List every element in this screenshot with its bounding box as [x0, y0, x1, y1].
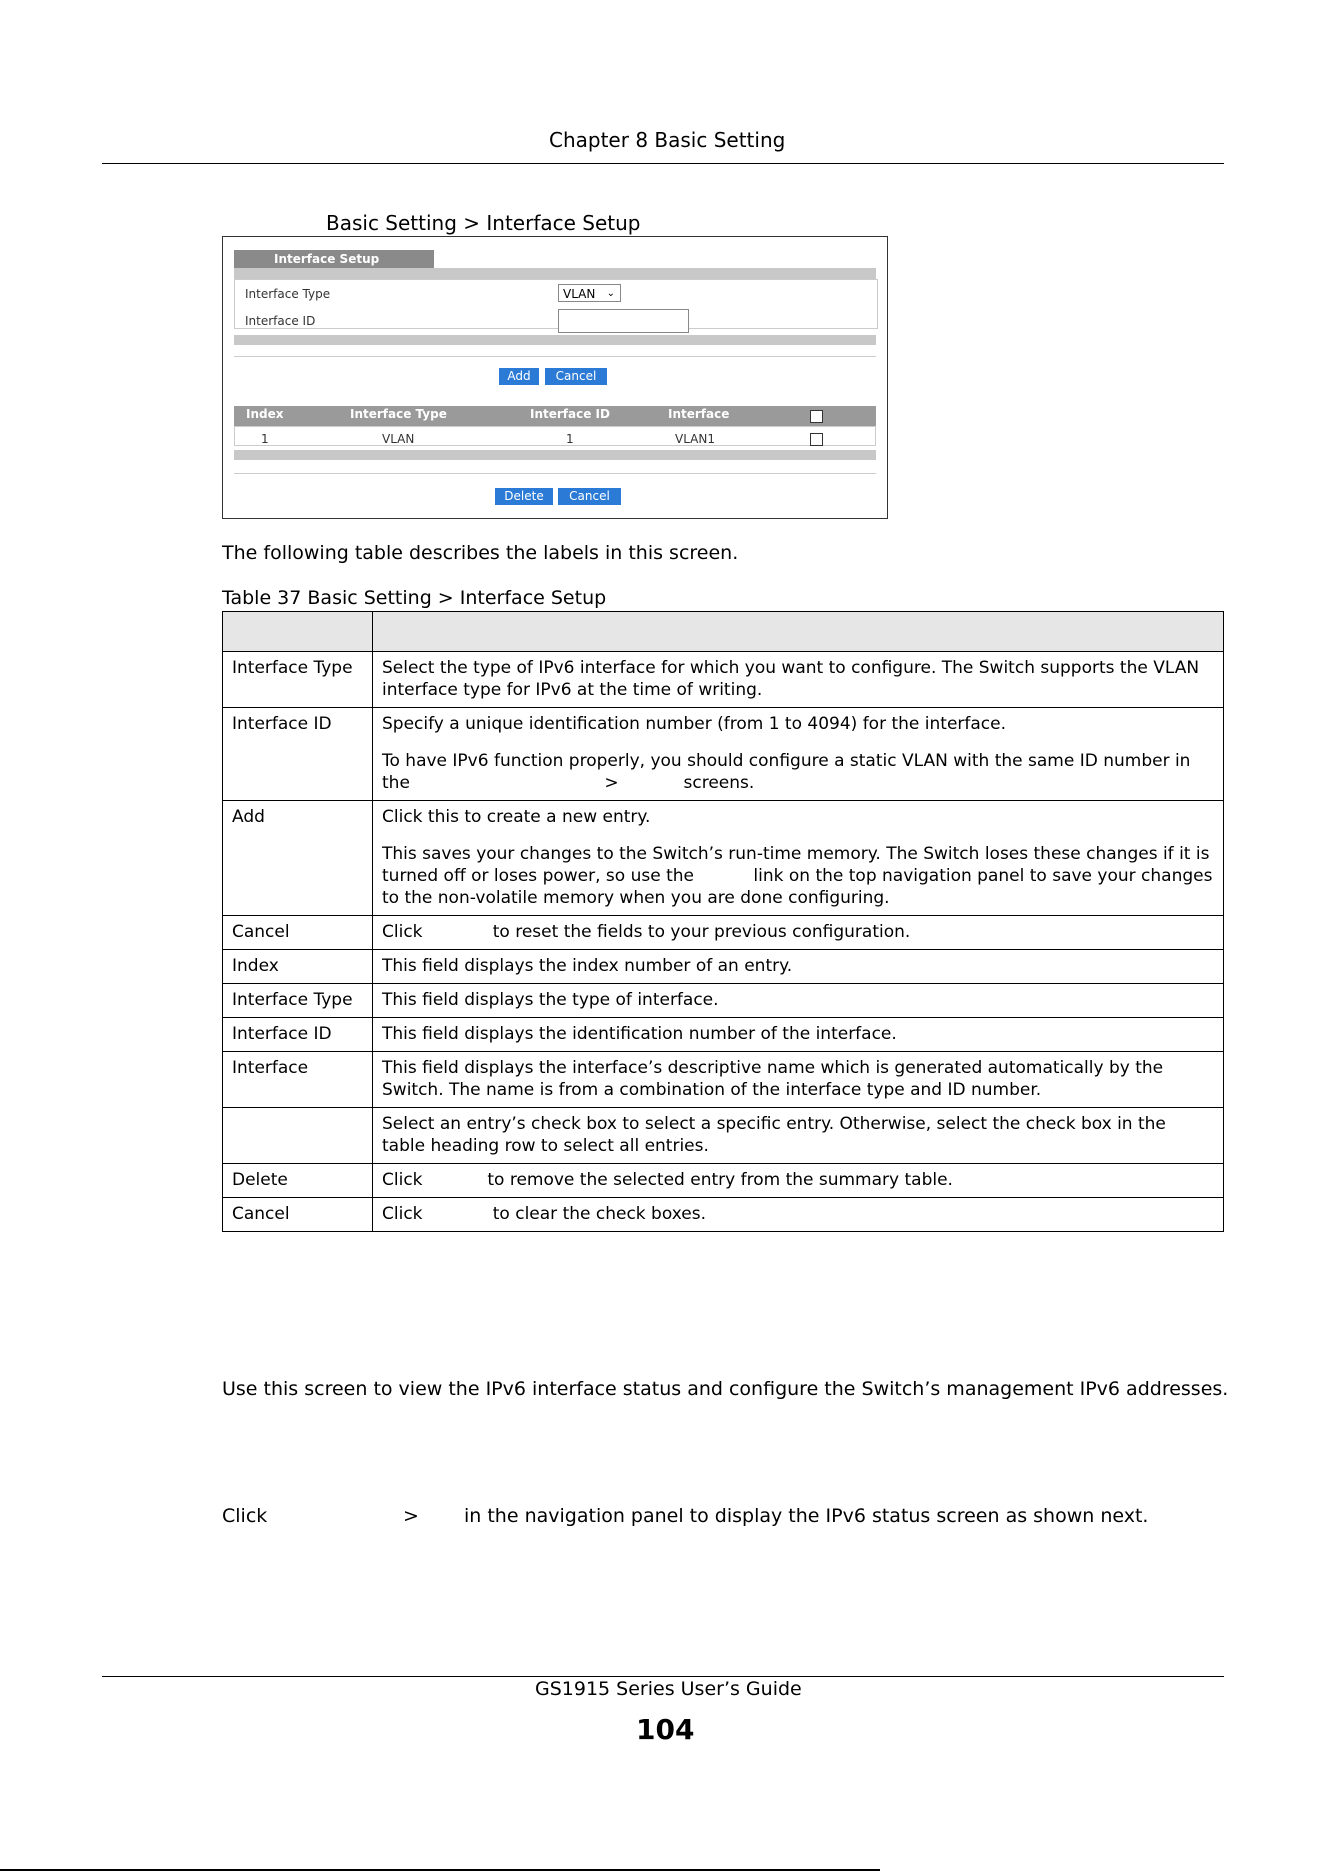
row-checkbox[interactable] — [810, 433, 823, 446]
table-row — [234, 426, 876, 446]
divider — [234, 356, 876, 357]
field-description — [373, 801, 1224, 916]
header-bar — [234, 268, 876, 279]
table-header-row — [223, 612, 1224, 652]
table-row — [223, 984, 1224, 1018]
field-description — [373, 1052, 1224, 1108]
field-label: Add — [223, 801, 373, 916]
description-text: To have IPv6 function properly, you should configure a static VLAN with the same ID number in the > screens. — [382, 751, 1196, 793]
field-description — [373, 1198, 1224, 1232]
field-description — [373, 984, 1224, 1018]
tab-interface-setup: Interface Setup — [234, 250, 434, 268]
field-description — [373, 1018, 1224, 1052]
field-description — [373, 652, 1224, 708]
table-row — [223, 652, 1224, 708]
ipv6-paragraph: Use this screen to view the IPv6 interface status and configure the Switch’s management IPv6 addresses. — [222, 1378, 1229, 1400]
row-index: 1 — [261, 432, 269, 446]
divider — [234, 473, 876, 474]
table-row — [223, 916, 1224, 950]
chapter-title: Chapter 8 Basic Setting — [549, 128, 786, 152]
column-index: Index — [246, 407, 284, 421]
chevron-down-icon: ⌄ — [606, 288, 615, 299]
add-button[interactable]: Add — [499, 368, 539, 385]
column-interface: Interface — [668, 407, 730, 421]
description-text: Click to remove the selected entry from the summary table. — [382, 1170, 953, 1190]
table-bottom-bar — [234, 450, 876, 460]
table-row — [223, 1018, 1224, 1052]
field-description — [373, 1108, 1224, 1164]
field-label: Interface ID — [223, 708, 373, 801]
field-description — [373, 708, 1224, 801]
interface-id-label: Interface ID — [245, 314, 316, 328]
table-row — [223, 1108, 1224, 1164]
table-row — [223, 1052, 1224, 1108]
description-text: This saves your changes to the Switch’s run-time memory. The Switch loses these changes if it is turned off or loses power, so use the link on the top navigation panel to save your changes to the non-volatile memory when you are done configuring. — [382, 844, 1218, 908]
page-number-text: 104 — [636, 1713, 695, 1746]
form-bottom-bar — [234, 335, 876, 345]
gt-symbol: > — [403, 1505, 419, 1527]
description-text: Click this to create a new entry. — [382, 807, 651, 827]
interface-type-label: Interface Type — [245, 287, 331, 301]
figure-title: Basic Setting > Interface Setup — [326, 211, 641, 235]
table-row — [223, 801, 1224, 916]
description-text: Click to clear the check boxes. — [382, 1204, 706, 1224]
row-id: 1 — [566, 432, 574, 446]
cancel-button[interactable]: Cancel — [545, 368, 607, 385]
interface-setup-screenshot — [222, 236, 888, 519]
description-text: This field displays the index number of an entry. — [382, 956, 793, 976]
table-caption: Table 37 Basic Setting > Interface Setup — [222, 587, 607, 609]
form-panel — [234, 279, 878, 329]
description-text: This field displays the interface’s descriptive name which is generated automatically by the Switch. The name is from a combination of the interface type and ID number. — [382, 1058, 1169, 1100]
field-label: Cancel — [223, 916, 373, 950]
select-all-checkbox[interactable] — [810, 410, 823, 423]
bottom-edge-rule — [0, 1869, 880, 1871]
description-text: Click to reset the fields to your previous configuration. — [382, 922, 911, 942]
cancel-checkboxes-button[interactable]: Cancel — [558, 488, 621, 505]
field-label: Interface ID — [223, 1018, 373, 1052]
column-interface-type: Interface Type — [350, 407, 447, 421]
table-row — [223, 1164, 1224, 1198]
description-text: This field displays the type of interface. — [382, 990, 719, 1010]
field-label: Interface — [223, 1052, 373, 1108]
field-label: Interface Type — [223, 652, 373, 708]
table-row — [223, 708, 1224, 801]
field-description — [373, 950, 1224, 984]
label-description-table — [222, 611, 1224, 1232]
click-word: Click — [222, 1505, 268, 1527]
field-label: Index — [223, 950, 373, 984]
field-label: Cancel — [223, 1198, 373, 1232]
row-interface: VLAN1 — [675, 432, 715, 446]
description-text: Select the type of IPv6 interface for which you want to configure. The Switch supports the VLAN interface type for IPv6 at the time of writing. — [382, 658, 1205, 700]
column-interface-id: Interface ID — [530, 407, 610, 421]
interface-type-value: VLAN — [563, 287, 596, 301]
field-description — [373, 1164, 1224, 1198]
description-text: Specify a unique identification number (from 1 to 4094) for the interface. — [382, 714, 1007, 734]
table-row — [223, 950, 1224, 984]
instruction-rest: in the navigation panel to display the IPv6 status screen as shown next. — [464, 1505, 1149, 1527]
intro-text: The following table describes the labels in this screen. — [222, 542, 739, 564]
row-type: VLAN — [382, 432, 415, 446]
interface-type-select[interactable] — [558, 284, 621, 302]
table-row — [223, 1198, 1224, 1232]
header-rule — [102, 163, 1224, 164]
footer-rule — [102, 1676, 1224, 1677]
description-text: This field displays the identification number of the interface. — [382, 1024, 897, 1044]
delete-button[interactable]: Delete — [495, 488, 553, 505]
interface-id-input[interactable] — [558, 309, 689, 333]
field-description — [373, 916, 1224, 950]
guide-title-text: GS1915 Series User’s Guide — [535, 1678, 802, 1700]
field-label — [223, 1108, 373, 1164]
field-label: Interface Type — [223, 984, 373, 1018]
field-label: Delete — [223, 1164, 373, 1198]
description-text: Select an entry’s check box to select a specific entry. Otherwise, select the check box in the table heading row to select all entries. — [382, 1114, 1172, 1156]
